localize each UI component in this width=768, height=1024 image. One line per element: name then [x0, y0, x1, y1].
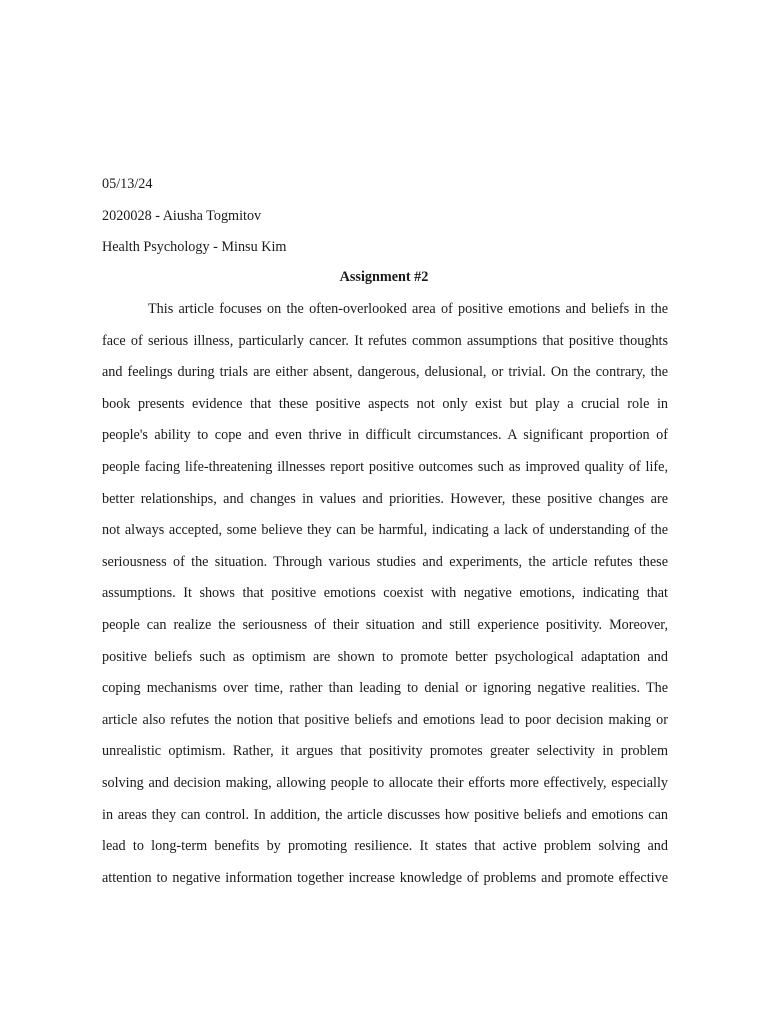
date-line: 05/13/24	[102, 176, 153, 192]
body-line: face of serious illness, particularly cancer. It refutes common assumptions that positive thoughts	[102, 332, 668, 349]
body-line: coping mechanisms over time, rather than leading to denial or ignoring negative realities. The	[102, 680, 668, 697]
body-line: book presents evidence that these positive aspects not only exist but play a crucial role in	[102, 395, 668, 412]
body-line: seriousness of the situation. Through various studies and experiments, the article refutes these	[102, 553, 668, 570]
body-line: attention to negative information together increase knowledge of problems and promote effective	[102, 869, 668, 886]
body-line: assumptions. It shows that positive emotions coexist with negative emotions, indicating that	[102, 585, 668, 602]
body-line: This article focuses on the often-overlooked area of positive emotions and beliefs in the	[148, 301, 668, 317]
document-title: Assignment #2	[339, 269, 429, 285]
body-line: people can realize the seriousness of their situation and still experience positivity. Moreover,	[102, 616, 668, 633]
body-line: and feelings during trials are either absent, dangerous, delusional, or trivial. On the contrary, the	[102, 364, 668, 381]
body-line: people's ability to cope and even thrive in difficult circumstances. A significant proportion of	[102, 427, 668, 444]
body-line: solving and decision making, allowing people to allocate their efforts more effectively, especially	[102, 774, 668, 791]
body-line: positive beliefs such as optimism are shown to promote better psychological adaptation and	[102, 648, 668, 665]
course-line: Health Psychology - Minsu Kim	[102, 239, 287, 255]
body-paragraph	[102, 299, 668, 899]
body-line: lead to long-term benefits by promoting resilience. It states that active problem solving and	[102, 838, 668, 855]
body-line: article also refutes the notion that positive beliefs and emotions lead to poor decision making or	[102, 711, 668, 728]
body-line: in areas they can control. In addition, the article discusses how positive beliefs and emotions can	[102, 806, 668, 823]
body-line: unrealistic optimism. Rather, it argues that positivity promotes greater selectivity in problem	[102, 743, 668, 760]
body-line: people facing life-threatening illnesses report positive outcomes such as improved quality of life,	[102, 458, 668, 475]
body-line: better relationships, and changes in values and priorities. However, these positive changes are	[102, 490, 668, 507]
student-line: 2020028 - Aiusha Togmitov	[102, 208, 262, 224]
body-line: not always accepted, some believe they can be harmful, indicating a lack of understanding of the	[102, 522, 668, 539]
